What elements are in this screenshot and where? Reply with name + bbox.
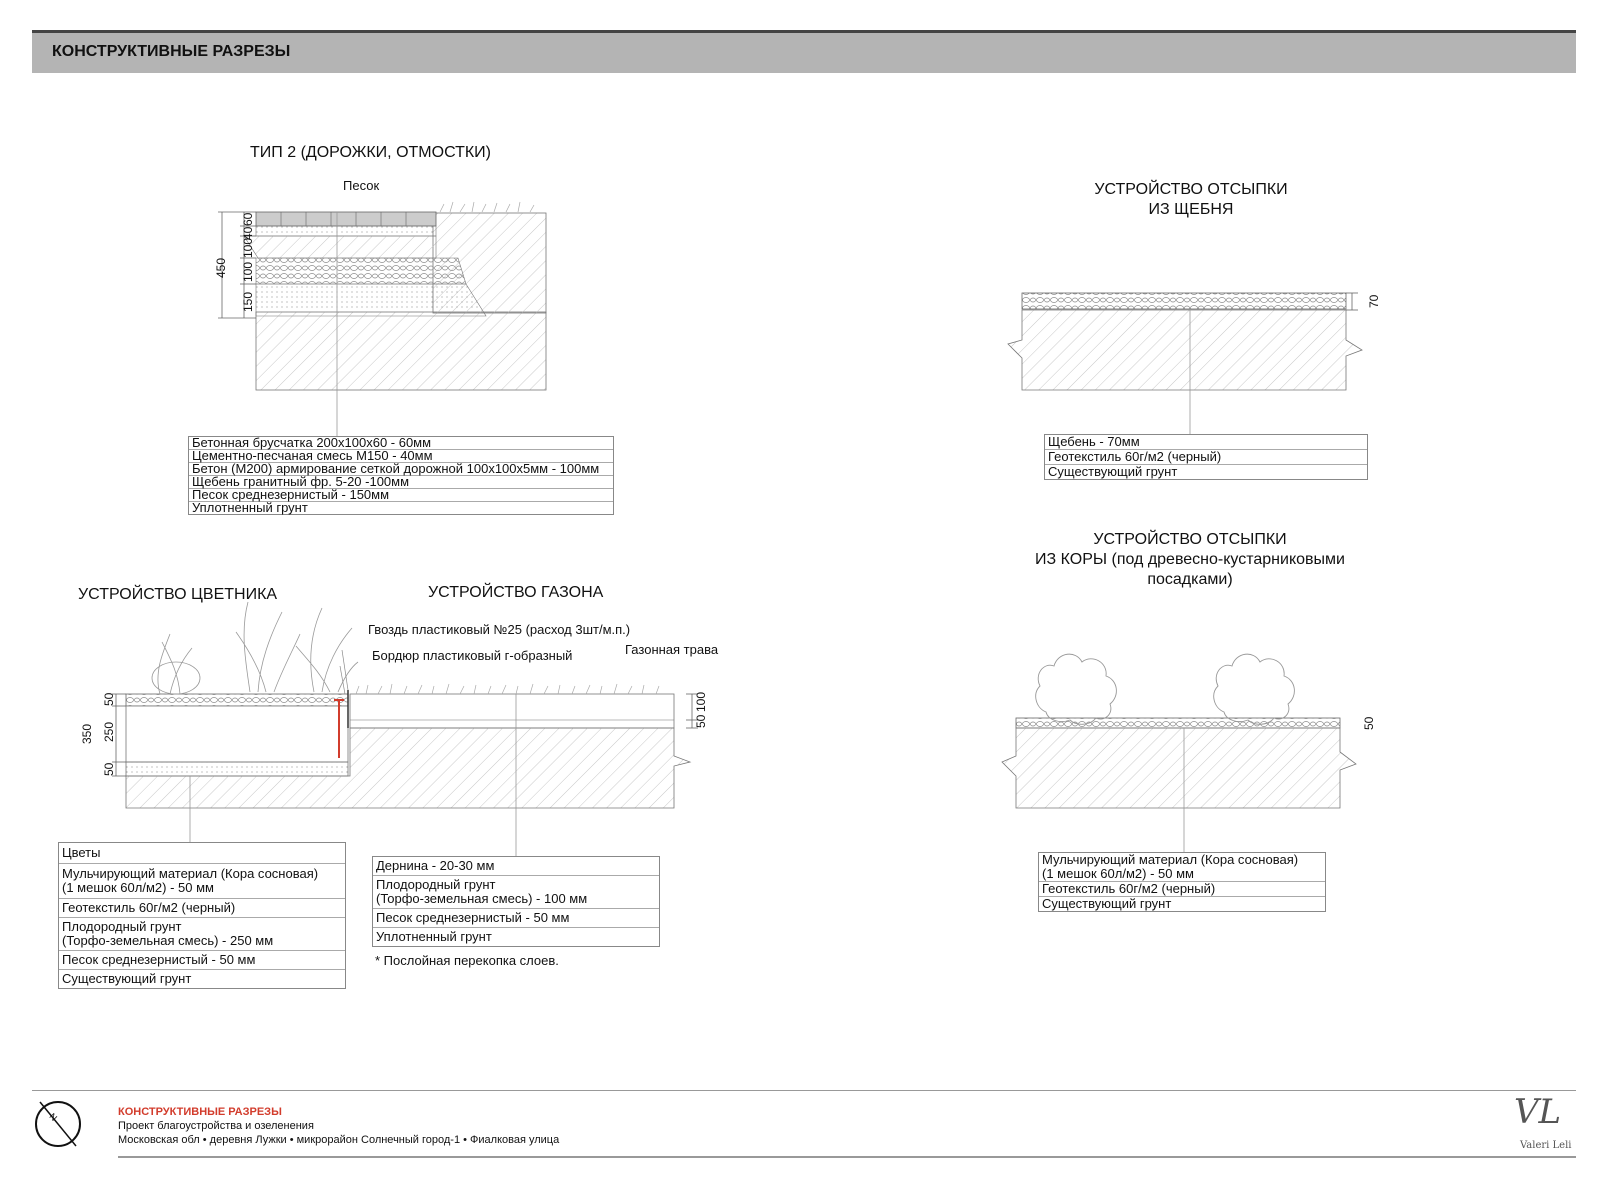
legend-row: Песок среднезернистый - 50 мм — [59, 951, 345, 970]
legend-row: Плодородный грунт (Торфо-земельная смесь) - 250 мм — [59, 918, 345, 951]
legend-row: Песок среднезернистый - 150мм — [189, 489, 613, 502]
legend-row: Существующий грунт — [62, 971, 192, 986]
type2-sand-label: Песок — [343, 178, 380, 193]
flowerbed-dim-250: 250 — [102, 721, 116, 742]
legend-row: Уплотненный грунт — [376, 929, 492, 944]
flowerbed-dim-50a: 50 — [102, 692, 116, 706]
lawn-legend — [372, 856, 660, 947]
legend-row: Мульчирующий материал (Кора сосновая) (1 мешок 60л/м2) - 50 мм — [1039, 853, 1325, 882]
type2-section — [218, 202, 546, 436]
legend-row: Песок среднезернистый - 50 мм — [373, 909, 659, 928]
shrub-icon — [1036, 654, 1295, 724]
legend-row: Цветы — [59, 843, 345, 864]
grass-icon — [356, 684, 659, 694]
type2-legend — [188, 436, 614, 515]
type2-dim-100b: 100 — [241, 261, 255, 282]
flowerbed-title: УСТРОЙСТВО ЦВЕТНИКА — [78, 586, 278, 603]
legend-row: Геотекстиль 60г/м2 (черный) — [1045, 450, 1367, 465]
type2-dim-100a: 100 — [241, 237, 255, 258]
legend-row: Геотекстиль 60г/м2 (черный) — [59, 899, 345, 918]
footer-sheet-title: КОНСТРУКТИВНЫЕ РАЗРЕЗЫ — [118, 1106, 282, 1118]
gravel-dim-70: 70 — [1367, 294, 1381, 308]
lawn-title: УСТРОЙСТВО ГАЗОНА — [428, 584, 604, 601]
gravel-title-line1: УСТРОЙСТВО ОТСЫПКИ — [1094, 181, 1288, 198]
footer-address: Московская обл • деревня Лужки • микрорайон Солнечный город-1 • Фиалковая улица — [118, 1134, 560, 1146]
bark-dim-50: 50 — [1362, 716, 1376, 730]
bark-legend — [1038, 852, 1326, 912]
legend-row: Плодородный грунт (Торфо-земельная смесь) - 100 мм — [373, 876, 659, 909]
flowerbed-dim-350: 350 — [80, 723, 94, 744]
gravel-title-line2: ИЗ ЩЕБНЯ — [1148, 201, 1234, 218]
type2-title: ТИП 2 (ДОРОЖКИ, ОТМОСТКИ) — [250, 144, 492, 161]
legend-row: Дернина - 20-30 мм — [373, 857, 659, 876]
legend-row: Цементно-песчаная смесь М150 - 40мм — [189, 450, 613, 463]
footer-project: Проект благоустройства и озеленения — [118, 1120, 314, 1132]
type2-dim-450: 450 — [214, 257, 228, 278]
footer-bottom-rule — [118, 1156, 1576, 1158]
signature-logo: VL — [1514, 1092, 1562, 1132]
lawn-dim-50: 50 — [694, 714, 708, 728]
legend-row: Щебень гранитный фр. 5-20 -100мм — [189, 476, 613, 489]
footer-top-rule — [32, 1090, 1576, 1091]
page-title: КОНСТРУКТИВНЫЕ РАЗРЕЗЫ — [52, 43, 291, 60]
legend-row: Существующий грунт — [1048, 464, 1178, 479]
nail-label: Гвоздь пластиковый №25 (расход 3шт/м.п.) — [368, 622, 631, 637]
legend-row: Щебень - 70мм — [1045, 435, 1367, 450]
bark-section — [1002, 654, 1356, 852]
type2-dim-60: 60 — [241, 212, 255, 226]
type2-dim-40: 40 — [241, 226, 255, 240]
north-label: N — [47, 1111, 60, 1123]
border-label: Бордюр пластиковый г-образный — [372, 648, 573, 663]
gravel-section — [1008, 293, 1362, 434]
bark-title-line3: посадками) — [1147, 571, 1233, 588]
gravel-legend — [1044, 434, 1368, 480]
bark-title — [1020, 530, 1360, 590]
lawn-note: * Послойная перекопка слоев. — [375, 953, 559, 968]
legend-row: Геотекстиль 60г/м2 (черный) — [1039, 882, 1325, 897]
legend-row: Бетон (М200) армирование сеткой дорожной 100х100х5мм - 100мм — [189, 463, 613, 476]
flowerbed-legend — [58, 842, 346, 989]
bark-title-line2: ИЗ КОРЫ (под древесно-кустарниковыми — [1035, 551, 1345, 568]
flowers-icon — [152, 602, 358, 694]
legend-row: Бетонная брусчатка 200х100х60 - 60мм — [189, 437, 613, 450]
type2-dim-150: 150 — [241, 291, 255, 312]
legend-row: Уплотненный грунт — [192, 500, 308, 515]
grass-label: Газонная трава — [625, 642, 719, 657]
legend-row: Мульчирующий материал (Кора сосновая) (1 мешок 60л/м2) - 50 мм — [59, 864, 345, 899]
flowerbed-lawn-section — [112, 602, 698, 856]
bark-title-line1: УСТРОЙСТВО ОТСЫПКИ — [1093, 531, 1287, 548]
legend-row: Существующий грунт — [1042, 896, 1172, 911]
flowerbed-dim-50b: 50 — [102, 762, 116, 776]
gravel-title — [1086, 180, 1296, 220]
lawn-dim-100: 100 — [694, 691, 708, 712]
signature-text: Valeri Leli — [1520, 1140, 1572, 1151]
north-arrow-icon — [36, 1102, 80, 1146]
